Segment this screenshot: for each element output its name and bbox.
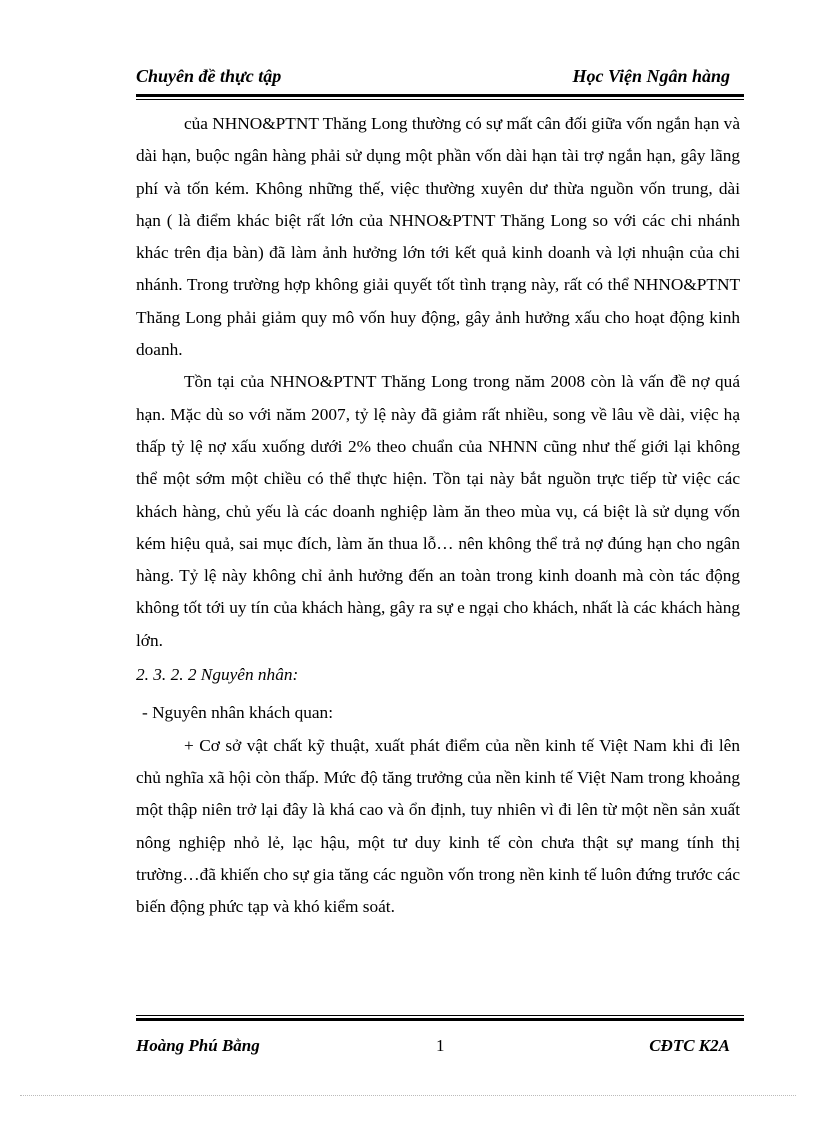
header-title: Chuyên đề thực tập xyxy=(136,66,282,86)
header-rule-thin xyxy=(136,99,744,100)
footer-class: CĐTC K2A xyxy=(649,1036,730,1055)
header-rule-thick xyxy=(136,94,744,97)
header-institution: Học Viện Ngân hàng xyxy=(572,66,730,86)
page-bottom-divider xyxy=(20,1095,796,1096)
footer-rule-thick xyxy=(136,1018,744,1021)
paragraph-1: của NHNO&PTNT Thăng Long thường có sự mất cân đối giữa vốn ngắn hạn và dài hạn, buộc ngân hàng phải sử dụng một phần vốn dài hạn tài trợ ngắn hạn, gây lãng phí và tốn kém. Không những thế, việc thường xuyên dư thừa nguồn vốn trung, dài hạn ( là điểm khác biệt rất lớn của NHNO&PTNT Thăng Long so với các chi nhánh khác trên địa bàn) đã làm ảnh hưởng lớn tới kết quả kinh doanh và lợi nhuận của chi nhánh. Trong trường hợp không giải quyết tốt tình trạng này, rất có thể NHNO&PTNT Thăng Long phải giảm quy mô vốn huy động, gây ảnh hưởng xấu cho hoạt động kinh doanh. xyxy=(136,114,740,360)
section-heading: 2. 3. 2. 2 Nguyên nhân: xyxy=(136,665,299,685)
page-header xyxy=(136,62,744,92)
page-footer xyxy=(136,1036,744,1066)
page-number: 1 xyxy=(436,1036,445,1055)
footer-author: Hoàng Phú Bằng xyxy=(136,1036,260,1055)
paragraph-2: Tồn tại của NHNO&PTNT Thăng Long trong năm 2008 còn là vấn đề nợ quá hạn. Mặc dù so với năm 2007, tỷ lệ này đã giảm rất nhiều, song về lâu về dài, việc hạ thấp tỷ lệ nợ xấu xuống dưới 2% theo chuẩn của NHNN cũng như thế giới lại không thể một sớm một chiều có thể thực hiện. Tồn tại này bắt nguồn trực tiếp từ việc các khách hàng, chủ yếu là các doanh nghiệp làm ăn theo mùa vụ, cá biệt là sử dụng vốn kém hiệu quả, sai mục đích, làm ăn thua lỗ… nên không thể trả nợ đúng hạn cho ngân hàng. Tỷ lệ này không chỉ ảnh hưởng đến an toàn trong kinh doanh mà còn tác động không tốt tới uy tín của khách hàng, gây ra sự e ngại cho khách, nhất là các khách hàng lớn. xyxy=(136,372,740,650)
footer-rule-thin xyxy=(136,1015,744,1016)
paragraph-3: + Cơ sở vật chất kỹ thuật, xuất phát điểm của nền kinh tế Việt Nam khi đi lên chủ nghĩa xã hội còn thấp. Mức độ tăng trưởng của nền kinh tế Việt Nam trong khoảng một thập niên trở lại đây là khá cao và ổn định, tuy nhiên vì đi lên từ một nền sản xuất nông nghiệp nhỏ lẻ, lạc hậu, một tư duy kinh tế còn chưa thật sự mang tính thị trường…đã khiến cho sự gia tăng các nguồn vốn trong nền kinh tế luôn đứng trước các biến động phức tạp và khó kiểm soát. xyxy=(136,735,740,917)
page-body xyxy=(136,108,740,923)
bullet-item: - Nguyên nhân khách quan: xyxy=(142,703,333,723)
